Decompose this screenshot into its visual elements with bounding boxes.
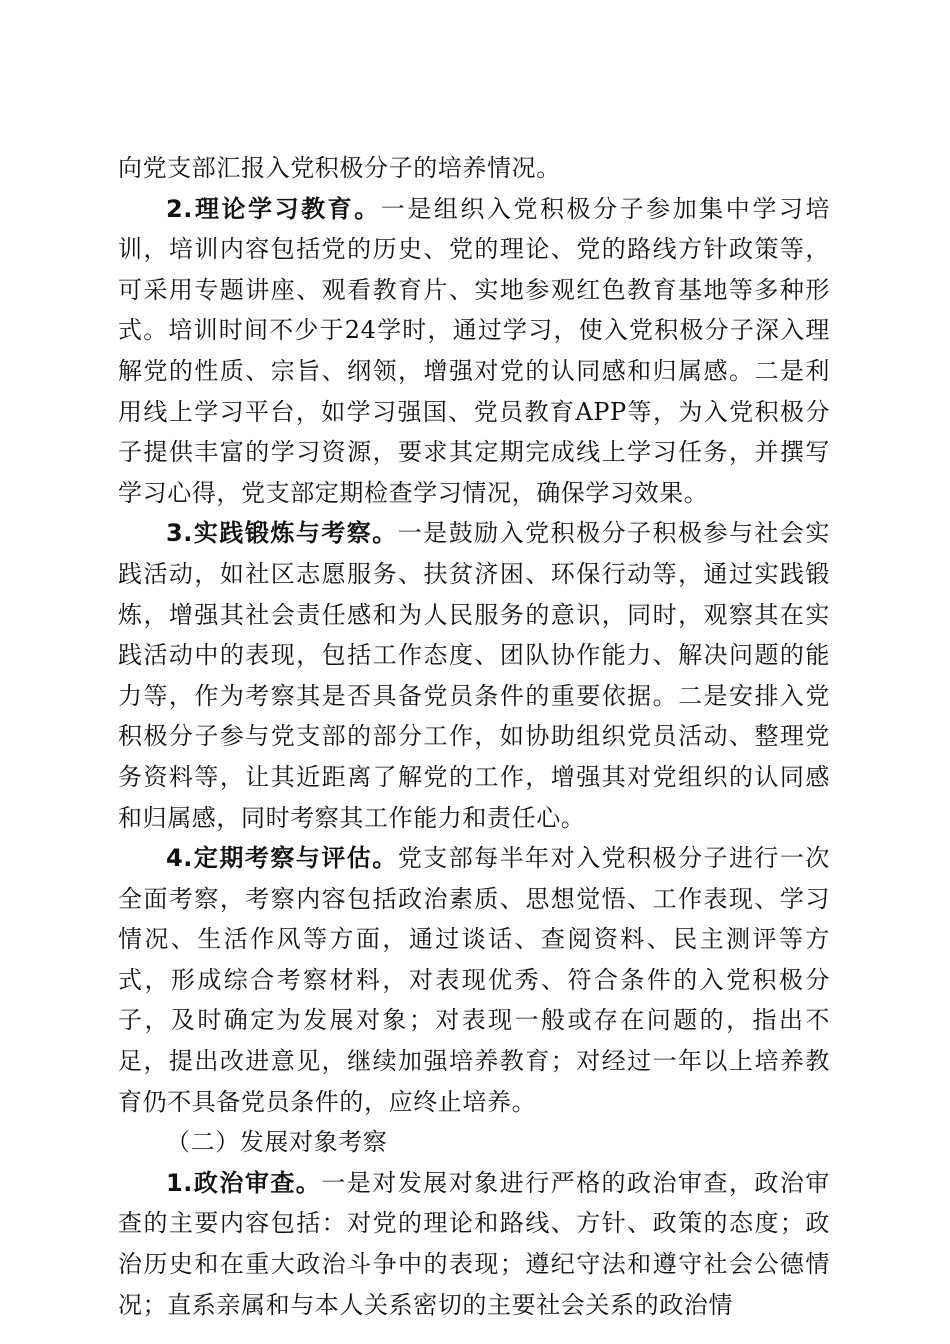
- section-periodic-review: [118, 838, 830, 1122]
- section-body: 一是组织入党积极分子参加集中学习培训，培训内容包括党的历史、党的理论、党的路线方针政策等，可采用专题讲座、观看教育片、实地参观红色教育基地等多种形式。培训时间不少于24学时，通过学习，使入党积极分子深入理解党的性质、宗旨、纲领，增强对党的认同感和归属感。二是利用线上学习平台，如学习强国、党员教育APP等，为入党积极分子提供丰富的学习资源，要求其定期完成线上学习任务，并撰写学习心得，党支部定期检查学习情况，确保学习效果。: [118, 194, 831, 507]
- section-heading: 2.理论学习教育。: [166, 194, 381, 223]
- section-heading: 4.定期考察与评估。: [166, 844, 398, 873]
- continuation-paragraph: 向党支部汇报入党积极分子的培养情况。: [118, 154, 561, 182]
- section-heading: 3.实践锻炼与考察。: [166, 519, 398, 548]
- section-body: 一是鼓励入党积极分子积极参与社会实践活动，如社区志愿服务、扶贫济困、环保行动等，通过实践锻炼，增强其社会责任感和为人民服务的意识，同时，观察其在实践活动中的表现，包括工作态度、团队协作能力、解决问题的能力等，作为考察其是否具备党员条件的重要依据。二是安排入党积极分子参与党支部的部分工作，如协助组织党员活动、整理党务资料等，让其近距离了解党的工作，增强其对党组织的认同感和归属感，同时考察其工作能力和责任心。: [118, 519, 830, 832]
- document-page: [118, 148, 830, 1325]
- section-political-review: [118, 1163, 830, 1325]
- section-body: 一是对发展对象进行严格的政治审查，政治审查的主要内容包括：对党的理论和路线、方针、政策的态度；政治历史和在重大政治斗争中的表现；遵纪守法和遵守社会公德情况；直系亲属和与本人关系密切的主要社会关系的政治情: [118, 1168, 830, 1319]
- subheading-development-target: （二）发展对象考察: [166, 1128, 388, 1157]
- section-practice: [118, 513, 830, 838]
- section-body: 党支部每半年对入党积极分子进行一次全面考察，考察内容包括政治素质、思想觉悟、工作表现、学习情况、生活作风等方面，通过谈话、查阅资料、民主测评等方式，形成综合考察材料，对表现优秀、符合条件的入党积极分子，及时确定为发展对象；对表现一般或存在问题的，指出不足，提出改进意见，继续加强培养教育；对经过一年以上培养教育仍不具备党员条件的，应终止培养。: [118, 844, 830, 1116]
- section-theory-study: [118, 189, 830, 514]
- section-heading: 1.政治审查。: [166, 1168, 322, 1197]
